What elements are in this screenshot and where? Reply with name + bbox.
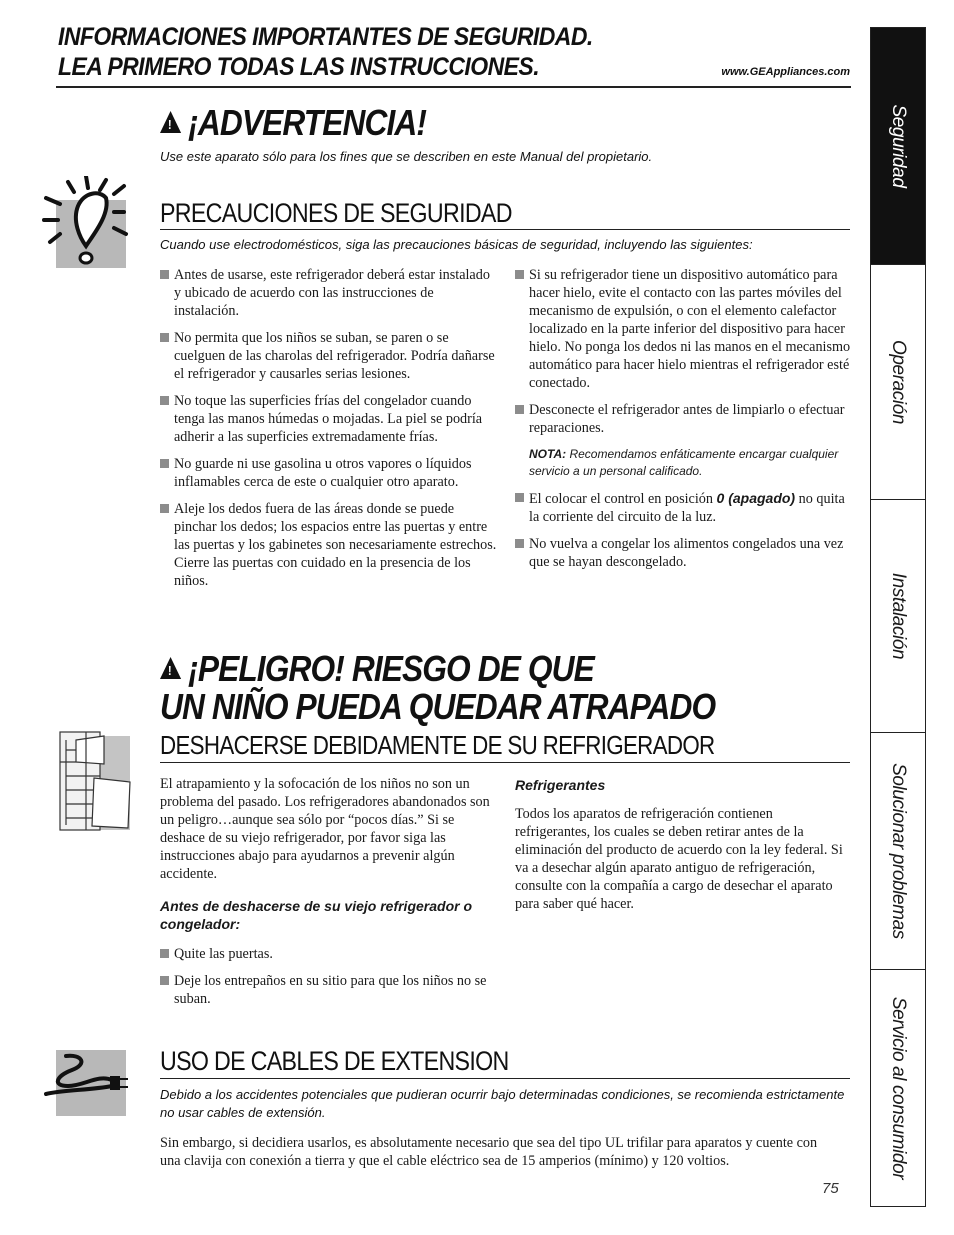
warning-heading: ! ¡ADVERTENCIA! xyxy=(160,104,426,142)
danger-left-column xyxy=(160,775,498,1017)
refrigerants-text: Todos los aparatos de refrigeración contienen refrigerantes, los cuales se deben retirar antes de la eliminación del producto de acuerdo con la ley federal. Si va a desechar algún aparato antiguo de refrigeración, consulte con la compañía a cargo de desechar el aparato para saber qué hacer. xyxy=(515,806,843,912)
before-disposal-heading: Antes de deshacerse de su viejo refrigerador o congelador: xyxy=(160,898,473,932)
precautions-heading: PRECAUCIONES DE SEGURIDAD xyxy=(160,198,512,228)
note-label: NOTA: xyxy=(529,447,567,461)
precaution-item: Aleje los dedos fuera de las áreas donde se puede pinchar los dedos; los espacios entre las puertas y entre las puertas y los gabinetes son necesariamente estrechos. Cierre las puertas con cuidado en la presencia de los niños. xyxy=(160,500,498,590)
tab-instalacion[interactable]: Instalación xyxy=(871,500,925,733)
precautions-intro: Cuando use electrodomésticos, siga las precauciones básicas de seguridad, incluyendo las siguientes: xyxy=(160,237,753,252)
warning-text: Use este aparato sólo para los fines que se describen en este Manual del propietario. xyxy=(160,149,653,164)
control-off-label: 0 (apagado) xyxy=(716,490,796,506)
precaution-item: No guarde ni use gasolina u otros vapores o líquidos inflamables cerca de este o cualquier otro aparato. xyxy=(160,455,498,491)
precaution-item: Desconecte el refrigerador antes de limpiarlo o efectuar reparaciones. xyxy=(515,401,853,437)
danger-right-column xyxy=(515,775,850,922)
tab-servicio-al-consumidor[interactable]: Servicio al consumidor xyxy=(888,996,909,1180)
precaution-item: No toque las superficies frías del congelador cuando tenga las manos húmedas o mojadas. La piel se podría adherir a las superficies extremadamente frías. xyxy=(160,392,498,446)
precaution-item: Si su refrigerador tiene un dispositivo automático para hacer hielo, evite el contacto con las partes móviles del mecanismo de expulsión, o con el elemento calefactor localizado en la parte inferior del dispositivo para hacer hielo. No ponga los dedos ni las manos en el mecanismo automático para hacer hielo mientras el refrigerador esté conectado. xyxy=(515,266,853,392)
precautions-right-column xyxy=(515,266,853,580)
page-number: 75 xyxy=(822,1180,839,1197)
warning-triangle-icon: ! xyxy=(160,657,181,679)
header-title-line-2: LEA PRIMERO TODAS LAS INSTRUCCIONES. xyxy=(58,53,540,81)
precaution-item: No permita que los niños se suban, se paren o se cuelguen de las charolas del refrigerador. Podría dañarse el refrigerador y causarles serias lesiones. xyxy=(160,329,498,383)
website-url[interactable]: www.GEAppliances.com xyxy=(721,66,850,78)
tab-operacion[interactable]: Operación xyxy=(871,265,925,500)
disposal-item: Deje los entrepaños en su sitio para que los niños no se suban. xyxy=(160,972,498,1008)
extension-cord-plug-icon xyxy=(42,1046,132,1118)
service-note xyxy=(515,446,853,480)
precautions-left-column xyxy=(160,266,498,599)
tab-seguridad[interactable]: Seguridad xyxy=(871,28,925,265)
tab-solucionar-problemas[interactable]: Solucionar problemas xyxy=(871,733,925,970)
refrigerants-heading: Refrigerantes xyxy=(515,777,606,793)
danger-subheading: DESHACERSE DEBIDAMENTE DE SU REFRIGERADOR xyxy=(160,730,715,760)
refrigerator-icon xyxy=(56,730,132,834)
extension-text: Sin embargo, si decidiera usarlos, es absolutamente necesario que sea del tipo UL trifilar para aparatos y cuente con una clavija con conexión a tierra y que el cable eléctrico sea de 15 amperios (mínimo) y 120 voltios. xyxy=(160,1135,818,1169)
exclamation-alert-icon xyxy=(42,176,132,272)
precaution-item: No vuelva a congelar los alimentos congelados una vez que se hayan descongelado. xyxy=(515,535,853,571)
disposal-item: Quite las puertas. xyxy=(160,945,498,963)
precautions-divider xyxy=(160,229,850,230)
warning-triangle-icon: ! xyxy=(160,111,181,133)
header-divider xyxy=(56,86,851,88)
extension-intro: Debido a los accidentes potenciales que pudieran ocurrir bajo determinadas condiciones, se recomienda estrictamente no usar cables de extensión. xyxy=(160,1087,845,1120)
page-header-title xyxy=(58,22,647,82)
danger-heading: ! ¡PELIGRO! RIESGO DE QUE UN NIÑO PUEDA QUEDAR ATRAPADO xyxy=(160,648,716,727)
extension-heading: USO DE CABLES DE EXTENSION xyxy=(160,1046,509,1076)
note-text: Recomendamos enfáticamente encargar cualquier servicio a un personal calificado. xyxy=(529,447,839,478)
precaution-item-control: El colocar el control en posición 0 (apagado) no quita la corriente del circuito de la luz. xyxy=(515,489,853,526)
entrapment-paragraph: El atrapamiento y la sofocación de los niños no son un problema del pasado. Los refrigeradores abandonados son un peligro…aunque sea sólo por “pocos días.” Si se deshace de su viejo refrigerador, por favor siga las instrucciones abajo para ayudarnos a prevenir algún accidente. xyxy=(160,776,490,882)
precaution-item: Antes de usarse, este refrigerador deberá estar instalado y ubicado de acuerdo con las instrucciones de instalación. xyxy=(160,266,498,320)
extension-divider xyxy=(160,1078,850,1079)
header-title-line-1: INFORMACIONES IMPORTANTES DE SEGURIDAD. xyxy=(58,23,593,51)
section-tabs xyxy=(870,27,926,1207)
danger-divider xyxy=(160,762,850,763)
